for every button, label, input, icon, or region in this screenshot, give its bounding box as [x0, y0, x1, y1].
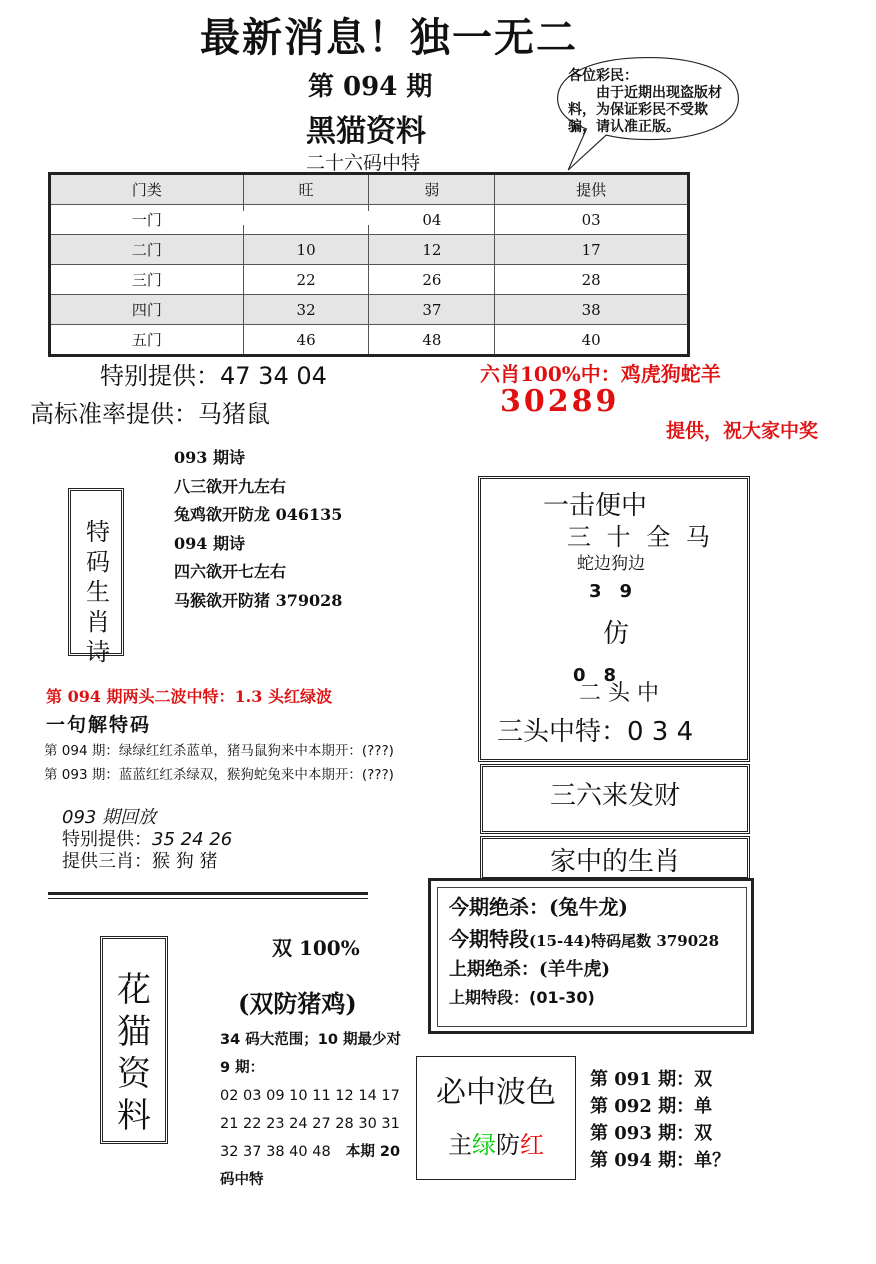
list-item: 第 092 期：单	[590, 1096, 713, 1117]
table-cell: 四门	[50, 295, 244, 325]
wave-guard: 防	[496, 1131, 520, 1159]
range-nums: 02 03 09 10 11 12 14 17	[220, 1088, 400, 1104]
one-line-094: 第 094 期：绿绿红红杀蓝单，猪马鼠狗来中本期开：(???)	[44, 743, 394, 759]
two-head-text: 第 094 期两头二波中特：1.3 头红绿波	[46, 687, 332, 706]
poem-line: 093 期诗	[174, 448, 245, 467]
cat-box	[100, 936, 168, 1144]
hit-fang: 仿	[603, 619, 630, 649]
table-cell: 三门	[50, 265, 244, 295]
home-zodiac-box	[480, 836, 750, 880]
poem-line: 兔鸡欲开防龙 046135	[174, 505, 343, 524]
table-cell: 五门	[50, 325, 244, 356]
notice-body: 由于近期出现盗版材料，为保证彩民不受欺骗，请认准正版。	[568, 85, 722, 135]
kill-l2-b: (15-44)	[529, 932, 592, 950]
hit-partial-line: 三 十 全 马	[567, 523, 714, 551]
wave-sub	[417, 1125, 575, 1160]
home-zodiac-text: 家中的生肖	[549, 847, 680, 877]
notice-greeting: 各位彩民：	[568, 68, 638, 84]
range-tail-a: 本期 20	[345, 1144, 401, 1160]
table-cell: 17	[495, 235, 689, 265]
table-header: 提供	[495, 174, 689, 205]
poem-line: 八三欲开九左右	[174, 476, 287, 496]
kill-line-3: 上期绝杀：(羊牛虎)	[449, 959, 611, 980]
issue-number: 第 094 期	[308, 72, 433, 102]
table-cell: 38	[495, 295, 689, 325]
table-cell: 46	[243, 325, 369, 356]
fortune-box	[480, 764, 750, 834]
range-tail-b: 码中特	[220, 1172, 264, 1188]
wish-text: 提供，祝大家中奖	[666, 420, 819, 442]
table-row	[50, 235, 689, 265]
table-cell: 一门	[50, 205, 244, 235]
hit-numbers-1: 3 9	[589, 581, 633, 602]
precise-label: 高标准率提供：	[30, 400, 198, 428]
hit-numbers-2: 0 8	[573, 665, 617, 686]
range-nums: 32 37 38 40 48	[220, 1144, 331, 1160]
list-item: 第 091 期：双	[590, 1069, 713, 1090]
table-cell: 10	[243, 235, 369, 265]
replay-three-label: 提供三肖：	[62, 851, 152, 872]
fortune-text: 三六来发财	[549, 781, 680, 811]
special-provide	[100, 356, 327, 391]
hit-title: 一击便中	[543, 491, 648, 521]
notice-text	[568, 68, 728, 153]
range-block	[220, 1026, 406, 1194]
wave-green: 绿	[472, 1131, 496, 1159]
table-cell: 22	[243, 265, 369, 295]
kill-l2-a: 今期特段	[449, 927, 529, 951]
table-header: 弱	[369, 174, 495, 205]
poem-line: 四六欲开七左右	[174, 562, 287, 581]
poem-box-title: 特码生肖诗	[86, 518, 110, 666]
table-header-row	[50, 174, 689, 205]
wave-title: 必中波色	[436, 1075, 556, 1110]
wave-main: 主	[448, 1131, 472, 1159]
replay-title: 093 期回放	[62, 807, 157, 828]
kill-line-2	[449, 923, 719, 952]
hit-box	[478, 476, 750, 762]
gate-table	[48, 172, 690, 357]
kill-line-4: 上期特段：(01-30)	[449, 988, 595, 1007]
table-row	[50, 265, 689, 295]
double-guard-text: (双防猪鸡)	[238, 989, 357, 1018]
subtitle: 二十六码中特	[306, 152, 421, 174]
poem-line: 094 期诗	[174, 533, 245, 553]
range-head: 34 码大范围；10 期最少对 9 期：	[220, 1032, 401, 1076]
wave-red: 红	[520, 1131, 544, 1159]
poem-lines	[174, 444, 342, 615]
table-row	[50, 325, 689, 356]
hit-partial-line-2: 二 头 中	[579, 681, 659, 706]
table-mask	[178, 211, 418, 225]
replay-three-value: 猴 狗 猪	[152, 851, 218, 872]
kill-box	[428, 878, 754, 1034]
special-label: 特别提供：	[100, 362, 220, 390]
range-nums: 21 22 23 24 27 28 30 31	[220, 1116, 400, 1132]
precise-value: 马猪鼠	[198, 400, 270, 428]
table-header: 旺	[243, 174, 369, 205]
table-row	[50, 295, 689, 325]
divider	[48, 892, 368, 895]
table-cell: 28	[495, 265, 689, 295]
hit-three-head: 三头中特：0 3 4	[497, 717, 694, 747]
one-line-093: 第 093 期：蓝蓝红红杀绿双，猴狗蛇兔来中本期开：(???)	[44, 767, 394, 783]
replay-special-value: 35 24 26	[152, 829, 233, 850]
page-title: 最新消息！独一无二	[200, 14, 578, 61]
table-cell: 26	[369, 265, 495, 295]
poem-box	[68, 488, 124, 666]
six-zodiac-text: 六肖100%中：鸡虎狗蛇羊	[480, 362, 721, 386]
poem-line: 马猴欲开防猪 379028	[174, 590, 343, 610]
table-cell: 37	[369, 295, 495, 325]
kill-l2-c: 特码尾数 379028	[591, 932, 720, 950]
replay-special-label: 特别提供：	[62, 829, 152, 850]
special-value: 47 34 04	[220, 362, 327, 390]
table-cell: 48	[369, 325, 495, 356]
list-item: 第 093 期：双	[590, 1123, 713, 1144]
precise-provide	[30, 394, 270, 429]
wave-box	[416, 1056, 576, 1180]
kill-line-1: 今期绝杀：(兔牛龙)	[449, 895, 628, 919]
table-cell: 40	[495, 325, 689, 356]
odd-even-list	[590, 1066, 730, 1174]
table-header: 门类	[50, 174, 244, 205]
big-number: 30289	[500, 384, 620, 419]
table-cell: 03	[495, 205, 689, 235]
one-line-title: 一句解特码	[46, 714, 152, 736]
hit-sub: 蛇边狗边	[577, 554, 645, 574]
cat-title: 花猫资料	[117, 970, 151, 1136]
brand-title: 黑猫资料	[306, 114, 426, 149]
table-cell: 32	[243, 295, 369, 325]
table-cell: 二门	[50, 235, 244, 265]
table-cell: 12	[369, 235, 495, 265]
replay-block	[62, 807, 232, 873]
divider	[48, 898, 368, 899]
double-text: 双 100%	[272, 936, 360, 960]
list-item: 第 094 期：单？	[590, 1150, 731, 1171]
table-cell: 04	[369, 205, 495, 235]
